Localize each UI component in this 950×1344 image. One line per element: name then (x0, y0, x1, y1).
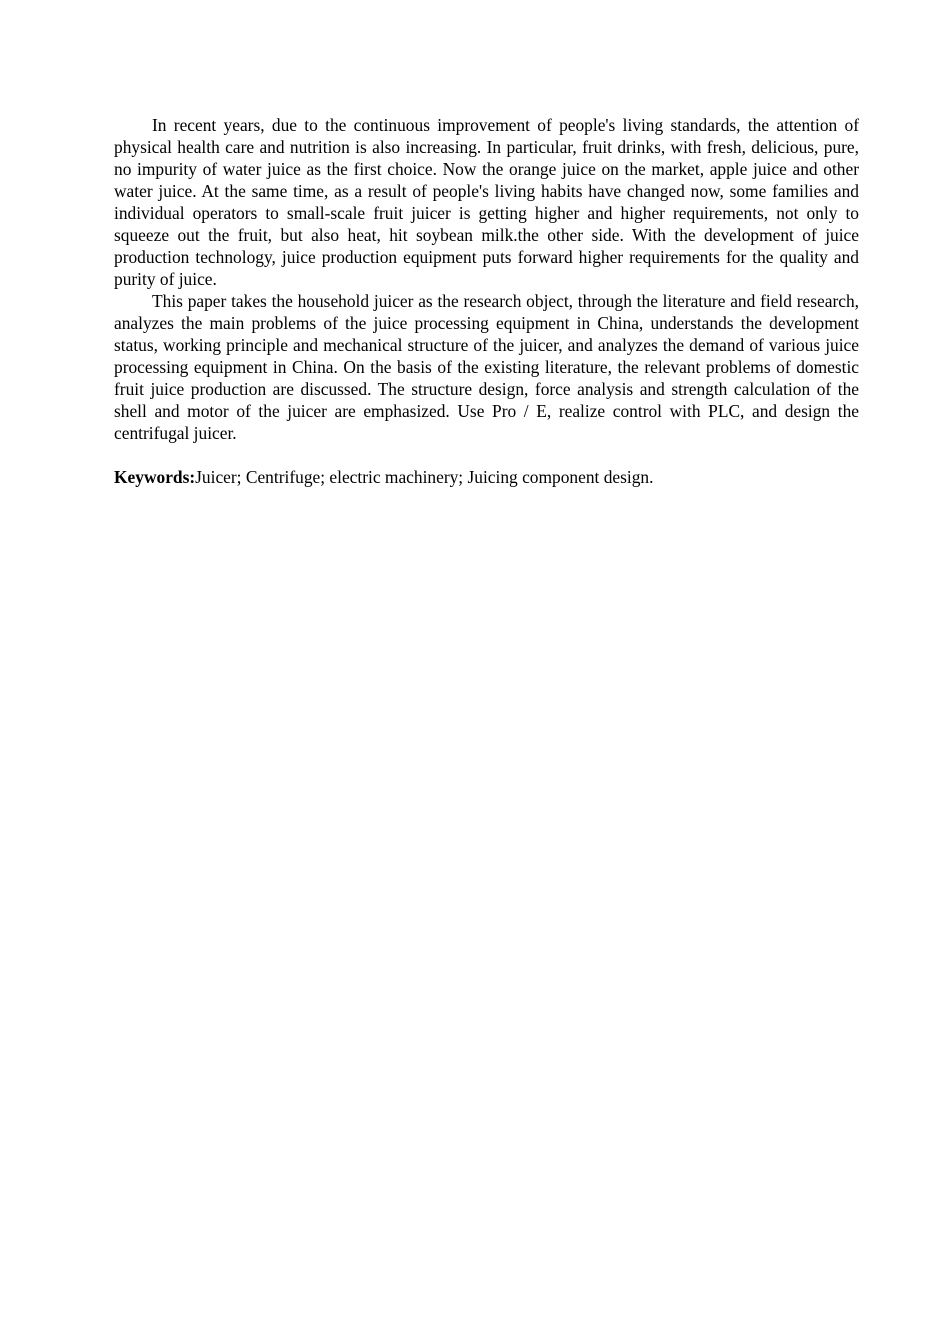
keywords-text: Juicer; Centrifuge; electric machinery; Juicing component design. (195, 467, 654, 487)
keywords-label: Keywords: (114, 467, 196, 487)
keywords-line (114, 466, 859, 488)
abstract-section (114, 114, 859, 488)
abstract-paragraph-1: In recent years, due to the continuous improvement of people's living standards, the attention of physical health care and nutrition is also increasing. In particular, fruit drinks, with fresh, delicious, pure, no impurity of water juice as the first choice. Now the orange juice on the market, apple juice and other water juice. At the same time, as a result of people's living habits have changed now, some families and individual operators to small-scale fruit juicer is getting higher and higher requirements, not only to squeeze out the fruit, but also heat, hit soybean milk.the other side. With the development of juice production technology, juice production equipment puts forward higher requirements for the quality and purity of juice. (114, 115, 859, 289)
abstract-paragraph-2: This paper takes the household juicer as the research object, through the literature and field research, analyzes the main problems of the juice processing equipment in China, understands the development status, working principle and mechanical structure of the juicer, and analyzes the demand of various juice processing equipment in China. On the basis of the existing literature, the relevant problems of domestic fruit juice production are discussed. The structure design, force analysis and strength calculation of the shell and motor of the juicer are emphasized. Use Pro / E, realize control with PLC, and design the centrifugal juicer. (114, 291, 859, 443)
